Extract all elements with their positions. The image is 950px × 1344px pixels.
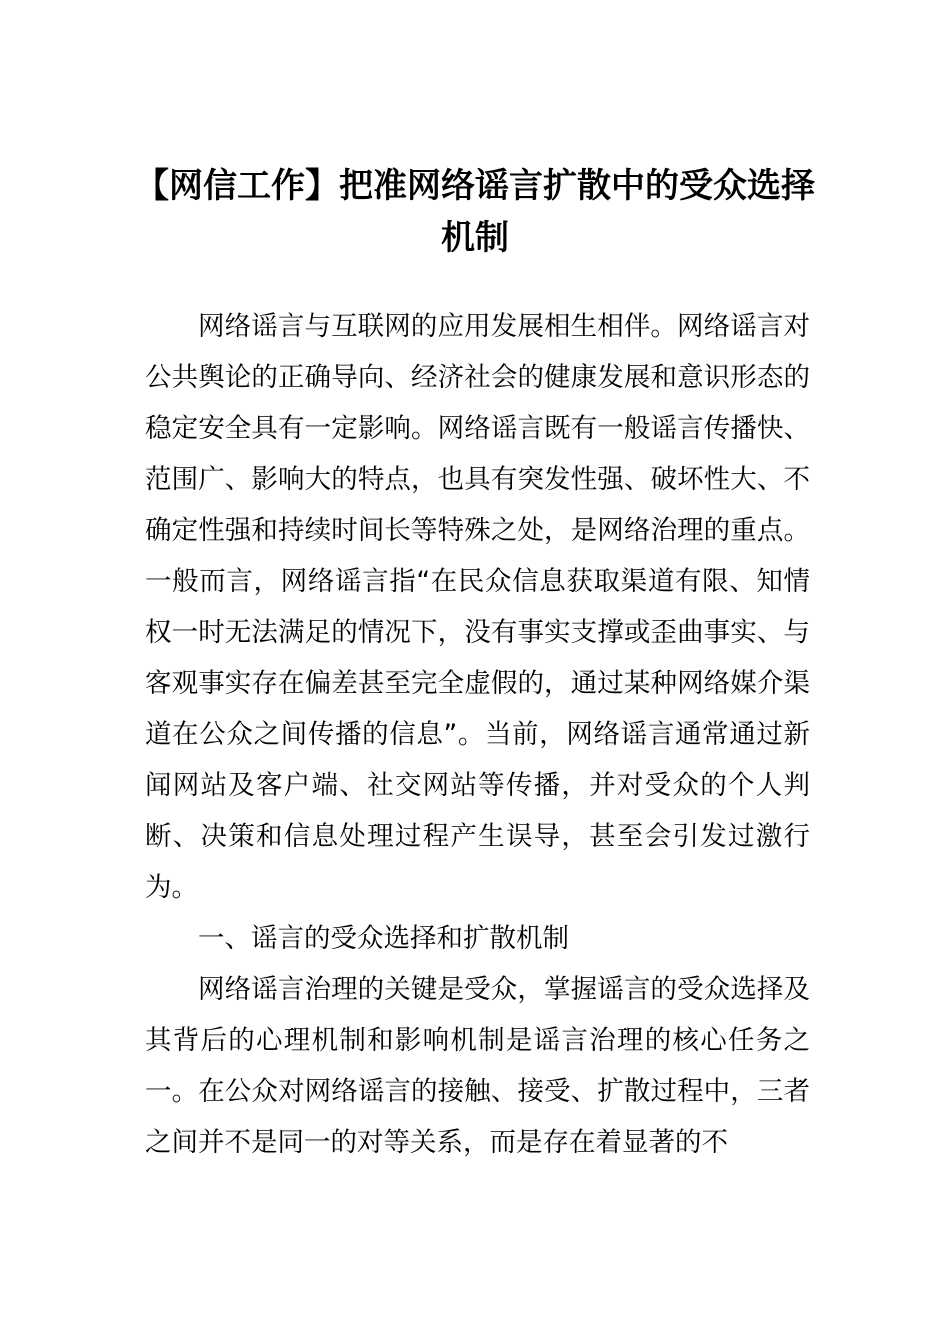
- paragraph-section-one: 网络谣言治理的关键是受众，掌握谣言的受众选择及其背后的心理机制和影响机制是谣言治理的核心任务之一。在公众对网络谣言的接触、接受、扩散过程中，三者之间并不是同一的对等关系，而是存在着显著的不: [145, 974, 810, 1158]
- document-title: 【网信工作】把准网络谣言扩散中的受众选择机制: [135, 166, 815, 258]
- section-heading: 一、谣言的受众选择和扩散机制: [198, 923, 569, 954]
- document-body: [145, 301, 810, 1168]
- paragraph-intro: 网络谣言与互联网的应用发展相生相伴。网络谣言对公共舆论的正确导向、经济社会的健康发展和意识形态的稳定安全具有一定影响。网络谣言既有一般谣言传播快、范围广、影响大的特点，也具有突发性强、破坏性大、不确定性强和持续时间长等特殊之处，是网络治理的重点。一般而言，网络谣言指“在民众信息获取渠道有限、知情权一时无法满足的情况下，没有事实支撑或歪曲事实、与客观事实存在偏差甚至完全虚假的，通过某种网络媒介渠道在公众之间传播的信息”。当前，网络谣言通常通过新闻网站及客户端、社交网站等传播，并对受众的个人判断、决策和信息处理过程产生误导，甚至会引发过激行为。: [145, 311, 810, 903]
